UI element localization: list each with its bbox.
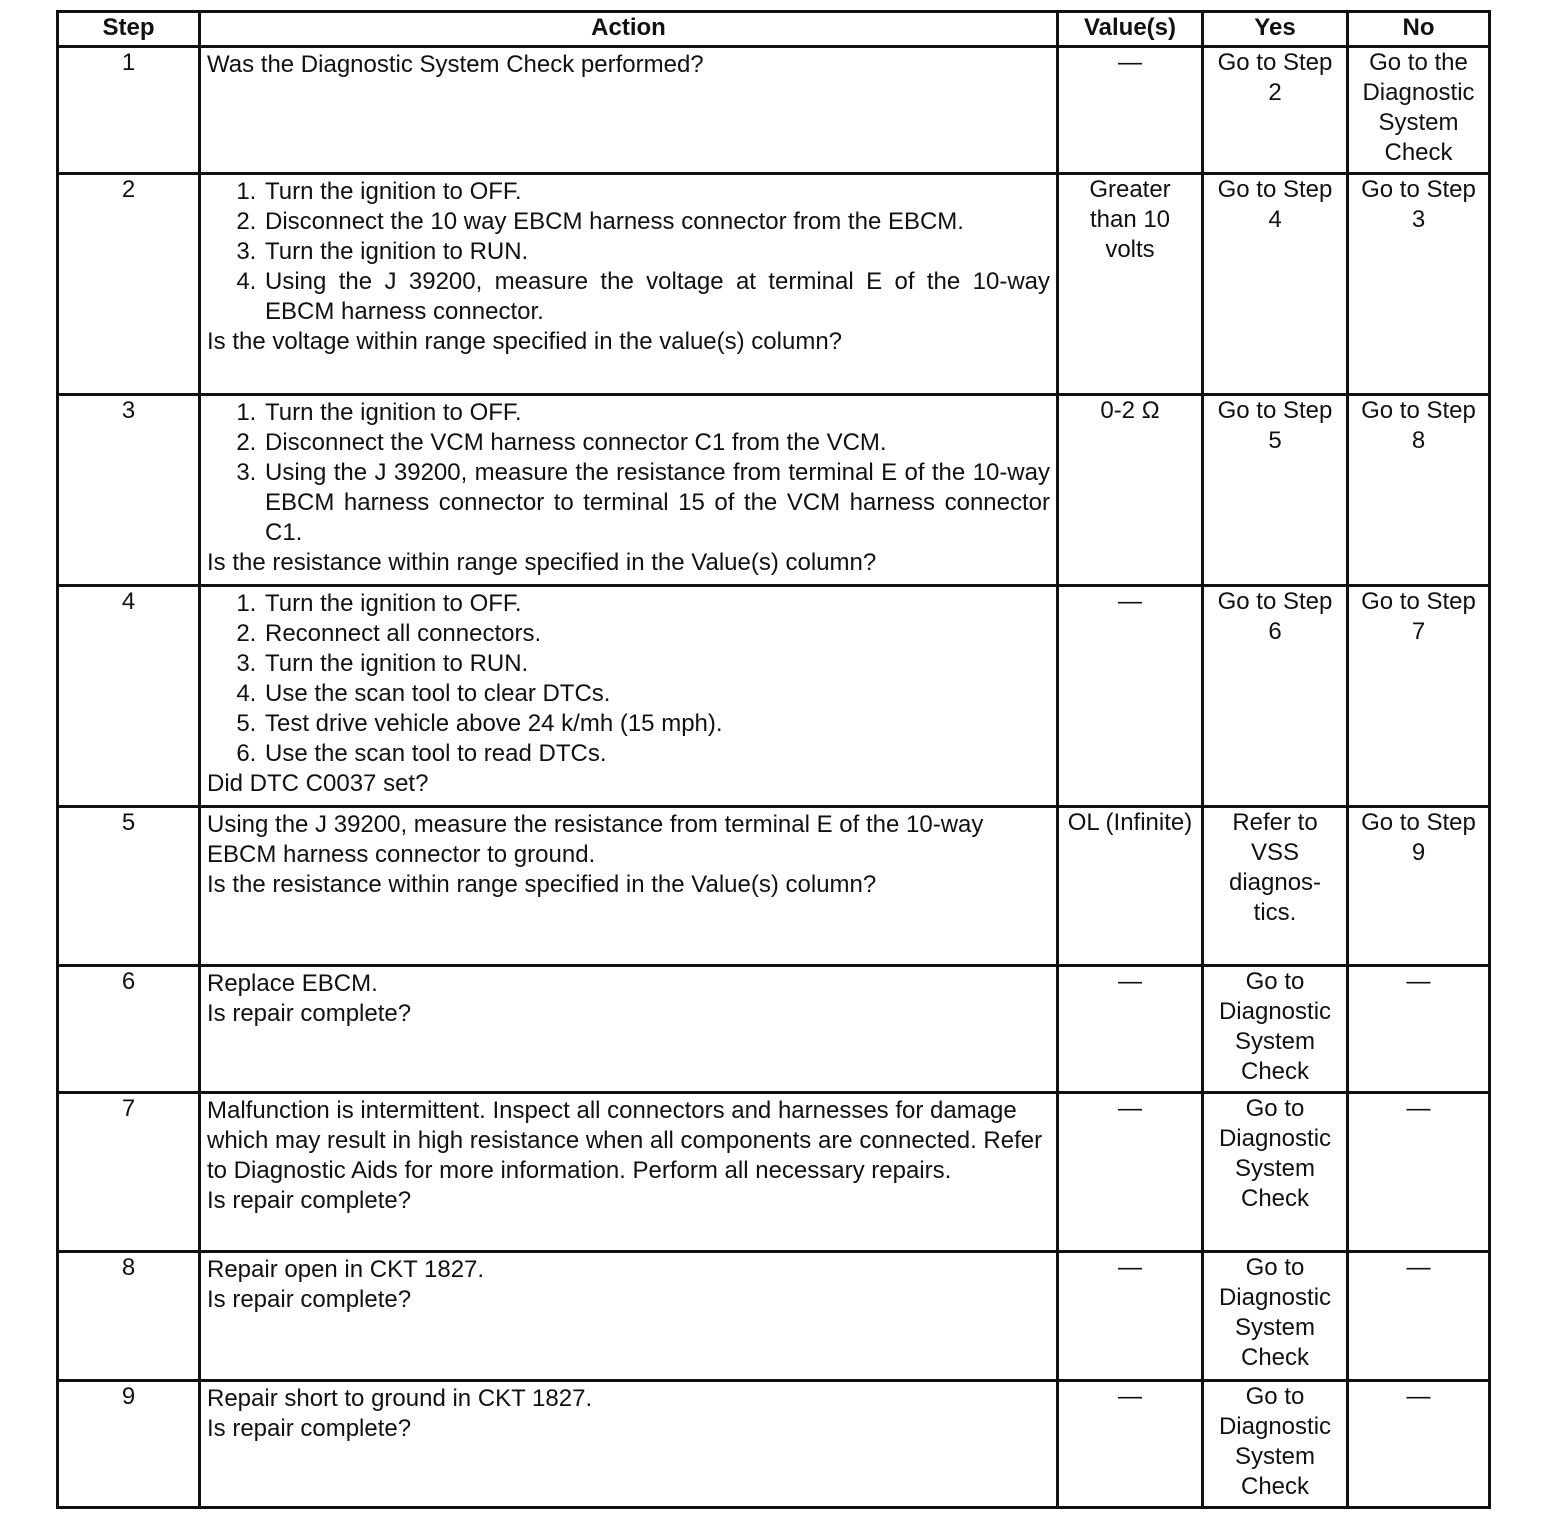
action-cell [200,174,1058,395]
no-cell: Go to the Diagnostic System Check [1348,47,1490,174]
step-number: 7 [58,1093,200,1252]
value-cell: Greater than 10 volts [1058,174,1203,395]
action-question: Is repair complete? [207,1286,412,1313]
diagnostic-table [56,10,1491,1509]
table-row [58,966,1490,1093]
value-cell: — [1058,47,1203,174]
action-question: Is the resistance within range specified in the Value(s) column? [207,549,877,576]
action-question: Is repair complete? [207,1000,412,1027]
action-step: 2. Disconnect the VCM harness connector C1 from the VCM. [263,428,1050,458]
header-values: Value(s) [1058,12,1203,47]
action-text: Malfunction is intermittent. Inspect all connectors and harnesses for damage which may result in high resistance when all components are connected. Refer to Diagnostic Aids for more information. Perform all necessary repairs. [207,1097,1043,1184]
action-step: 3. Turn the ignition to RUN. [263,237,1050,267]
action-step: 6. Use the scan tool to read DTCs. [263,739,1050,769]
header-no: No [1348,12,1490,47]
action-steps [207,398,1050,548]
action-text: Using the J 39200, measure the resistance from terminal E of the 10-way EBCM harness connector to ground. [207,811,984,868]
action-cell [200,966,1058,1093]
step-number: 1 [58,47,200,174]
action-step: 2. Disconnect the 10 way EBCM harness connector from the EBCM. [263,207,1050,237]
yes-cell: Go to Diagnostic System Check [1203,1252,1348,1381]
action-text: Repair open in CKT 1827. [207,1256,485,1283]
action-steps [207,177,1050,327]
table-row [58,395,1490,586]
no-cell: Go to Step 3 [1348,174,1490,395]
action-cell [200,1381,1058,1508]
action-step: 1. Turn the ignition to OFF. [263,177,1050,207]
table-row [58,1381,1490,1508]
step-number: 5 [58,807,200,966]
table-row [58,1252,1490,1381]
step-number: 6 [58,966,200,1093]
yes-cell: Go to Step 6 [1203,586,1348,807]
no-cell: — [1348,966,1490,1093]
action-cell [200,1252,1058,1381]
action-cell [200,395,1058,586]
action-question: Is repair complete? [207,1415,412,1442]
no-cell: — [1348,1093,1490,1252]
step-number: 4 [58,586,200,807]
value-cell: — [1058,1381,1203,1508]
action-steps [207,589,1050,769]
step-number: 8 [58,1252,200,1381]
value-cell: OL (Infinite) [1058,807,1203,966]
yes-cell: Go to Step 5 [1203,395,1348,586]
action-step: 3. Turn the ignition to RUN. [263,649,1050,679]
action-step: 3. Using the J 39200, measure the resistance from terminal E of the 10-way EBCM harness connector to terminal 15 of the VCM harness connector C1. [263,458,1050,548]
yes-cell: Go to Step 2 [1203,47,1348,174]
action-step: 1. Turn the ignition to OFF. [263,589,1050,619]
value-cell: — [1058,966,1203,1093]
step-number: 3 [58,395,200,586]
value-cell: 0-2 Ω [1058,395,1203,586]
table-row [58,807,1490,966]
yes-cell: Go to Diagnostic System Check [1203,1381,1348,1508]
step-number: 9 [58,1381,200,1508]
action-text: Was the Diagnostic System Check performed? [207,51,704,78]
action-question: Is the resistance within range specified in the Value(s) column? [207,871,877,898]
header-yes: Yes [1203,12,1348,47]
action-cell [200,47,1058,174]
action-step: 1. Turn the ignition to OFF. [263,398,1050,428]
action-step: 4. Using the J 39200, measure the voltage at terminal E of the 10-way EBCM harness connector. [263,267,1050,327]
action-cell [200,807,1058,966]
no-cell: — [1348,1381,1490,1508]
no-cell: — [1348,1252,1490,1381]
action-question: Is the voltage within range specified in the value(s) column? [207,328,843,355]
header-action: Action [200,12,1058,47]
action-step: 2. Reconnect all connectors. [263,619,1050,649]
no-cell: Go to Step 7 [1348,586,1490,807]
step-number: 2 [58,174,200,395]
header-step: Step [58,12,200,47]
header-row [58,12,1490,47]
yes-cell: Go to Step 4 [1203,174,1348,395]
value-cell: — [1058,586,1203,807]
action-step: 4. Use the scan tool to clear DTCs. [263,679,1050,709]
action-text: Replace EBCM. [207,970,378,997]
no-cell: Go to Step 8 [1348,395,1490,586]
value-cell: — [1058,1093,1203,1252]
action-question: Did DTC C0037 set? [207,770,429,797]
action-cell [200,1093,1058,1252]
value-cell: — [1058,1252,1203,1381]
table-row [58,1093,1490,1252]
table-row [58,47,1490,174]
action-cell [200,586,1058,807]
yes-cell: Go to Diagnostic System Check [1203,966,1348,1093]
table-row [58,174,1490,395]
yes-cell: Go to Diagnostic System Check [1203,1093,1348,1252]
action-step: 5. Test drive vehicle above 24 k/mh (15 mph). [263,709,1050,739]
action-question: Is repair complete? [207,1187,412,1214]
table-row [58,586,1490,807]
action-text: Repair short to ground in CKT 1827. [207,1385,593,1412]
no-cell: Go to Step 9 [1348,807,1490,966]
yes-cell: Refer to VSS diagnos-tics. [1203,807,1348,966]
